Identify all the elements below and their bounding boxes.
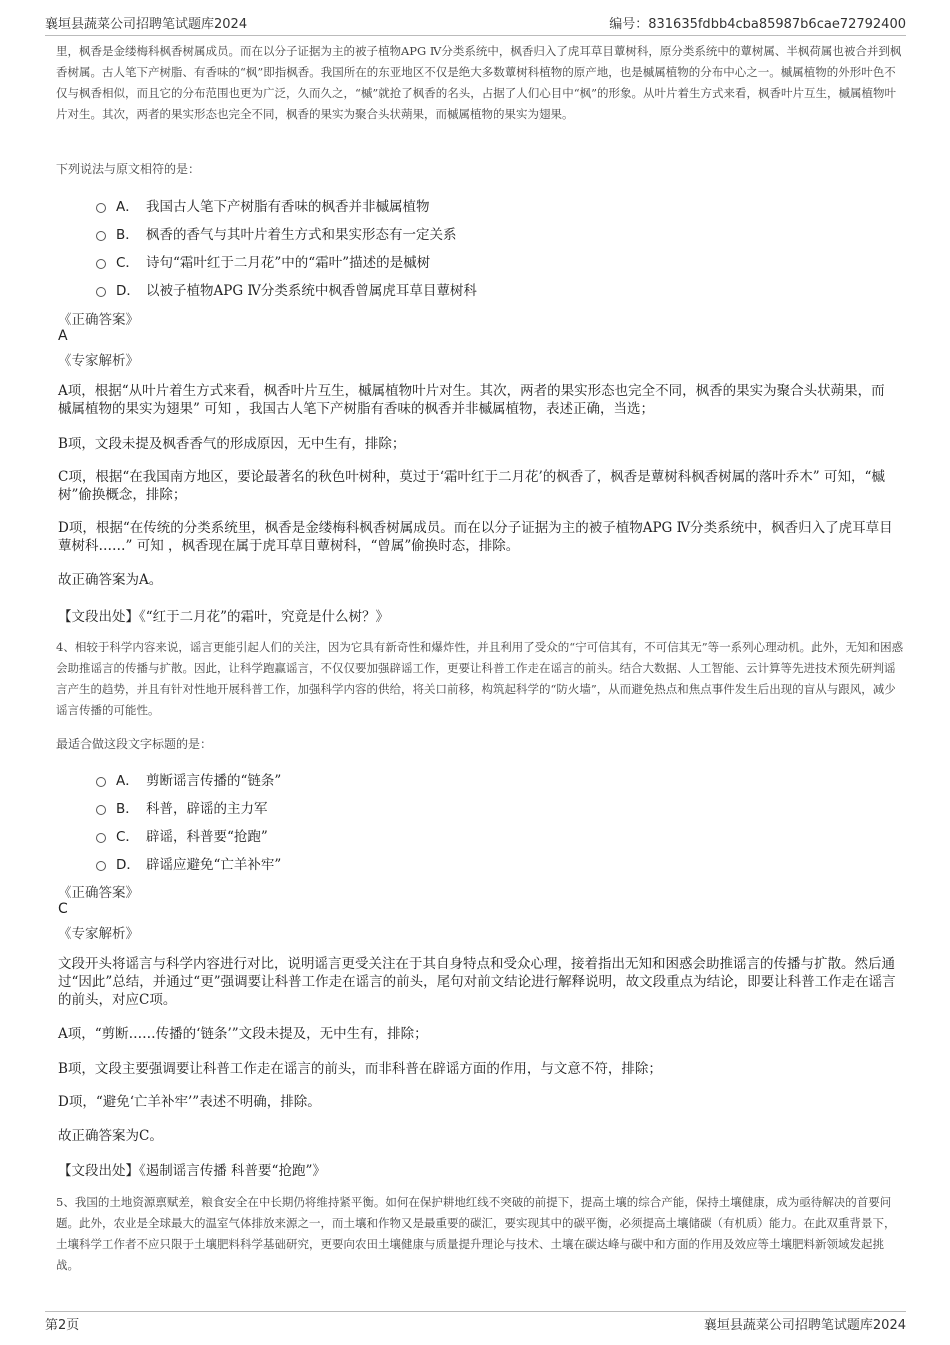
option-letter: B．	[116, 801, 139, 817]
q5-passage: 5、我国的土地资源禀赋差，粮食安全在中长期仍将维持紧平衡。如何在保护耕地红线不突破的前提下，提高土壤的综合产能，保持土壤健康，成为亟待解决的首要问题。此外，农业是全球最大的温室气体排放来源之一，而土壤和作物又是最重要的碳汇，要实现其中的碳平衡，必须提高土壤储碳（有机质）能力。在此双重背景下，土壤科学工作者不应只限于土壤肥料科学基础研究，更要向农田土壤健康与质量提升理论与技术、土壤在碳达峰与碳中和方面的作用及效应等土壤肥料新领域发起挑战。	[56, 1195, 896, 1272]
q3-passage: 里，枫香是金缕梅科枫香树属成员。而在以分子证据为主的被子植物APG Ⅳ分类系统中，枫香归入了虎耳草目蕈树科，原分类系统中的蕈树属、半枫荷属也被合并到枫香树属。古人笔下产树脂、有香味的“枫”即指枫香。我国所在的东亚地区不仅是绝大多数蕈树科植物的原产地，也是槭属植物的分布中心之一。槭属植物的外形叶色不仅与枫香相似，而且它的分布范围也更为广泛，久而久之，“槭”就抢了枫香的名头，占据了人们心目中“枫”的形象。从叶片着生方式来看，枫香叶片互生，槭属植物叶片对生。其次，两者的果实形态也完全不同，枫香的果实为聚合头状蒴果，而槭属植物的果实为翅果。	[56, 44, 902, 121]
q4-analysis-label: 《专家解析》	[58, 926, 139, 942]
q3-analysis-c: C项，根据“在我国南方地区，要论最著名的秋色叶树种，莫过于‘霜叶红于二月花’的枫香了，枫香是蕈树科枫香树属的落叶乔木” 可知，“槭树”偷换概念，排除；	[58, 469, 885, 503]
option-letter: A．	[116, 199, 139, 215]
option-letter: A．	[116, 773, 139, 789]
radio-icon[interactable]	[96, 287, 106, 297]
q4-analysis-conclusion: 故正确答案为C。	[58, 1128, 163, 1144]
q3-analysis-b: B项，文段未提及枫香香气的形成原因，无中生有，排除；	[58, 436, 406, 452]
option-text: 科普，辟谣的主力军	[146, 801, 268, 817]
radio-icon[interactable]	[96, 259, 106, 269]
option-letter: C．	[116, 829, 139, 845]
q4-option-d[interactable]	[96, 851, 281, 875]
option-letter: B．	[116, 227, 139, 243]
radio-icon[interactable]	[96, 833, 106, 843]
option-text: 我国古人笔下产树脂有香味的枫香并非槭属植物	[146, 199, 430, 215]
q4-prompt: 最适合做这段文字标题的是：	[56, 737, 213, 751]
q3-prompt: 下列说法与原文相符的是：	[56, 162, 201, 176]
q3-option-c[interactable]	[96, 249, 430, 273]
radio-icon[interactable]	[96, 777, 106, 787]
option-letter: D．	[116, 857, 140, 873]
option-text: 辟谣应避免“亡羊补牢”	[146, 857, 282, 873]
radio-icon[interactable]	[96, 203, 106, 213]
q4-analysis-summary: 文段开头将谣言与科学内容进行对比，说明谣言更受关注在于其自身特点和受众心理，接着指出无知和困惑会助推谣言的传播与扩散。然后通过“因此”总结，并通过“更”强调要让科普工作走在谣言的前头，尾句对前文结论进行解释说明，故文段重点为结论，即要让科普工作走在谣言的前头，对应C项。	[58, 956, 896, 1008]
page-header	[0, 0, 950, 36]
q3-analysis-conclusion: 故正确答案为A。	[58, 572, 163, 588]
option-text: 以被子植物APG Ⅳ分类系统中枫香曾属虎耳草目蕈树科	[146, 283, 477, 299]
q4-answer: C	[58, 901, 68, 917]
q3-analysis-d: D项，根据“在传统的分类系统里，枫香是金缕梅科枫香树属成员。而在以分子证据为主的被子植物APG Ⅳ分类系统中，枫香归入了虎耳草目蕈树科……” 可知 ，枫香现在属于虎耳草目蕈树科，“曾属”偷换时态，排除。	[58, 520, 893, 554]
q4-answer-label: 《正确答案》	[58, 885, 139, 901]
page-number: 第2页	[45, 1318, 80, 1333]
q4-analysis-b: B项，文段主要强调要让科普工作走在谣言的前头，而非科普在辟谣方面的作用，与文意不符，排除；	[58, 1061, 662, 1077]
q3-option-d[interactable]	[96, 277, 477, 301]
radio-icon[interactable]	[96, 231, 106, 241]
q4-passage: 4、相较于科学内容来说，谣言更能引起人们的关注，因为它具有新奇性和爆炸性，并且利用了受众的“宁可信其有，不可信其无”等一系列心理动机。此外，无知和困惑会助推谣言的传播与扩散。因此，让科学跑赢谣言，不仅仅要加强辟谣工作，更要让科普工作走在谣言的前头。结合大数据、人工智能、云计算等先进技术预先研判谣言产生的趋势，并且有针对性地开展科普工作，加强科学内容的供给，将关口前移，构筑起科学的“防火墙”，从而避免热点和焦点事件发生后出现的盲从与跟风，减少谣言传播的可能性。	[56, 640, 904, 717]
q4-option-b[interactable]	[96, 795, 268, 819]
q4-analysis-d: D项，“避免‘亡羊补牢’”表述不明确，排除。	[58, 1094, 321, 1110]
q3-analysis-label: 《专家解析》	[58, 353, 139, 369]
radio-icon[interactable]	[96, 861, 106, 871]
q3-answer: A	[58, 328, 68, 344]
option-letter: D．	[116, 283, 140, 299]
option-text: 枫香的香气与其叶片着生方式和果实形态有一定关系	[146, 227, 457, 243]
footer-title: 襄垣县蔬菜公司招聘笔试题库2024	[703, 1318, 906, 1333]
header-divider	[45, 35, 906, 36]
header-title: 襄垣县蔬菜公司招聘笔试题库2024	[45, 17, 248, 32]
q3-answer-label: 《正确答案》	[58, 312, 139, 328]
q4-analysis-a: A项，“剪断……传播的‘链条’”文段未提及，无中生有，排除；	[58, 1026, 428, 1042]
option-text: 辟谣，科普要“抢跑”	[146, 829, 268, 845]
q3-option-a[interactable]	[96, 193, 430, 217]
q3-source: 【文段出处】《“红于二月花”的霜叶，究竟是什么树？》	[58, 609, 390, 625]
header-serial-number: 编号：831635fdbb4cba85987b6cae72792400	[609, 17, 906, 32]
q4-option-a[interactable]	[96, 767, 281, 791]
option-letter: C．	[116, 255, 139, 271]
option-text: 剪断谣言传播的“链条”	[146, 773, 282, 789]
option-text: 诗句“霜叶红于二月花”中的“霜叶”描述的是槭树	[146, 255, 431, 271]
q3-option-b[interactable]	[96, 221, 457, 245]
q4-option-c[interactable]	[96, 823, 268, 847]
q4-source: 【文段出处】《遏制谣言传播 科普要“抢跑”》	[58, 1163, 326, 1179]
footer-divider	[45, 1311, 906, 1312]
radio-icon[interactable]	[96, 805, 106, 815]
q3-analysis-a: A项，根据“从叶片着生方式来看，枫香叶片互生，槭属植物叶片对生。其次，两者的果实形态也完全不同，枫香的果实为聚合头状蒴果，而槭属植物的果实为翅果” 可知 ，我国古人笔下产树脂有香味的枫香并非槭属植物，表述正确，当选；	[58, 383, 885, 417]
